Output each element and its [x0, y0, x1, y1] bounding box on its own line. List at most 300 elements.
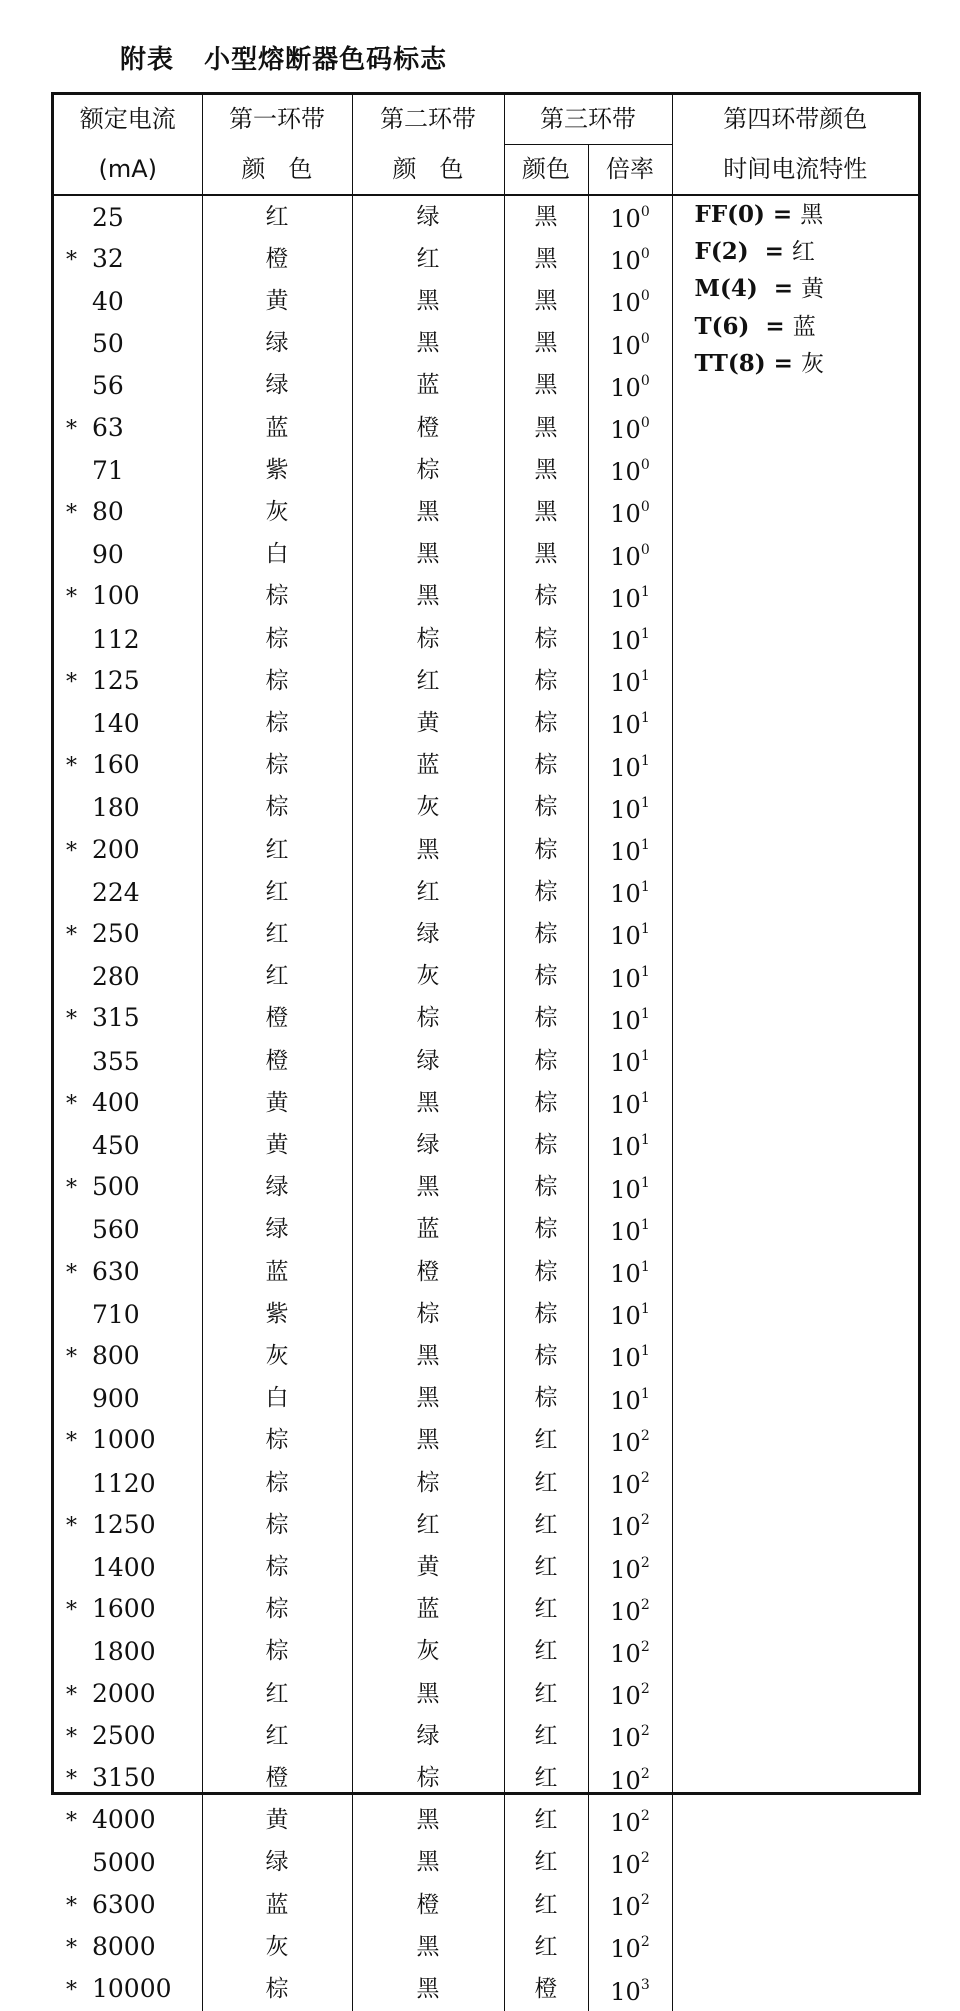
band2-color-cell: 棕: [352, 1293, 504, 1335]
band2-color-cell: 黑: [352, 1800, 504, 1842]
multiplier-exponent: 3: [640, 1976, 650, 1993]
rated-current-value: 560: [92, 1215, 140, 1245]
rated-current-value: 1250: [92, 1509, 156, 1539]
band2-color-cell: 蓝: [352, 365, 504, 407]
preferred-marker: *: [66, 585, 77, 611]
band3-color-cell: 红: [504, 1462, 588, 1504]
band2-color-cell: 绿: [352, 1040, 504, 1082]
multiplier-exponent: 0: [640, 457, 650, 474]
header-band1: 第一环带: [202, 95, 352, 145]
header-band2: 第二环带: [352, 95, 504, 145]
band3-color-cell: 棕: [504, 1082, 588, 1124]
rated-current-cell: [54, 618, 202, 660]
time-current-item: [695, 345, 919, 382]
band1-color-cell: 棕: [202, 1589, 352, 1631]
rated-current-cell: [54, 745, 202, 787]
time-current-item: [695, 233, 919, 270]
multiplier-base: 10: [610, 1344, 641, 1373]
band1-color-cell: 棕: [202, 1631, 352, 1673]
band1-color-cell: 绿: [202, 1209, 352, 1251]
multiplier-cell: [588, 576, 672, 618]
band3-color-cell: 红: [504, 1589, 588, 1631]
multiplier-base: 10: [610, 1428, 641, 1457]
rated-current-value: 2500: [92, 1720, 156, 1750]
preferred-marker: *: [66, 1809, 77, 1835]
band1-color-cell: 蓝: [202, 407, 352, 449]
band2-color-cell: 黑: [352, 1082, 504, 1124]
rated-current-value: 180: [92, 793, 140, 823]
rated-current-cell: [54, 829, 202, 871]
band1-color-cell: 黄: [202, 280, 352, 322]
band2-color-cell: 黑: [352, 323, 504, 365]
multiplier-cell: [588, 1504, 672, 1546]
multiplier-cell: [588, 702, 672, 744]
rated-current-value: 800: [92, 1340, 140, 1370]
rated-current-cell: [54, 1758, 202, 1800]
band2-color-cell: 黑: [352, 1926, 504, 1968]
band2-color-cell: 绿: [352, 1715, 504, 1757]
rated-current-value: 4000: [92, 1805, 156, 1835]
multiplier-exponent: 2: [640, 1765, 650, 1782]
band2-color-cell: 灰: [352, 1631, 504, 1673]
band1-color-cell: 红: [202, 1715, 352, 1757]
rated-current-cell: [54, 1673, 202, 1715]
multiplier-exponent: 1: [640, 1259, 650, 1276]
multiplier-exponent: 1: [640, 668, 650, 685]
multiplier-base: 10: [610, 711, 641, 740]
multiplier-exponent: 2: [640, 1638, 650, 1655]
multiplier-cell: [588, 238, 672, 280]
rated-current-cell: [54, 1293, 202, 1335]
band1-color-cell: 灰: [202, 1926, 352, 1968]
multiplier-cell: [588, 1715, 672, 1757]
band3-color-cell: 棕: [504, 1209, 588, 1251]
multiplier-base: 10: [610, 1513, 641, 1542]
rated-current-value: 160: [92, 750, 140, 780]
preferred-marker: *: [66, 1344, 77, 1370]
multiplier-cell: [588, 323, 672, 365]
band1-color-cell: 白: [202, 534, 352, 576]
time-current-color: 红: [791, 239, 815, 266]
multiplier-exponent: 1: [640, 1385, 650, 1402]
band1-color-cell: 棕: [202, 1504, 352, 1546]
rated-current-cell: [54, 1251, 202, 1293]
band1-color-cell: 棕: [202, 787, 352, 829]
multiplier-base: 10: [610, 1808, 641, 1837]
band1-color-cell: 紫: [202, 1293, 352, 1335]
multiplier-cell: [588, 1673, 672, 1715]
rated-current-value: 1600: [92, 1594, 156, 1624]
multiplier-exponent: 0: [640, 288, 650, 305]
rated-current-cell: [54, 1631, 202, 1673]
band2-color-cell: 蓝: [352, 1209, 504, 1251]
multiplier-cell: [588, 1969, 672, 2011]
band1-color-cell: 红: [202, 871, 352, 913]
multiplier-exponent: 0: [640, 541, 650, 558]
rated-current-value: 400: [92, 1087, 140, 1117]
preferred-marker: *: [66, 416, 77, 442]
rated-current-cell: [54, 238, 202, 280]
band1-color-cell: 棕: [202, 702, 352, 744]
band3-color-cell: 棕: [504, 1378, 588, 1420]
band1-color-cell: 黄: [202, 1082, 352, 1124]
time-current-color: 黄: [801, 276, 825, 303]
multiplier-exponent: 1: [640, 1090, 650, 1107]
band3-color-cell: 红: [504, 1758, 588, 1800]
band2-color-cell: 棕: [352, 1462, 504, 1504]
rated-current-value: 100: [92, 581, 140, 611]
header-band4: 第四环带颜色: [723, 105, 868, 134]
multiplier-base: 10: [610, 1006, 641, 1035]
band2-color-cell: 棕: [352, 618, 504, 660]
band1-color-cell: 蓝: [202, 1251, 352, 1293]
rated-current-value: 200: [92, 834, 140, 864]
time-current-characteristics-cell: [672, 195, 918, 2011]
band1-color-cell: 棕: [202, 1547, 352, 1589]
band2-color-cell: 黑: [352, 1673, 504, 1715]
multiplier-base: 10: [610, 373, 641, 402]
multiplier-cell: [588, 1758, 672, 1800]
rated-current-value: 125: [92, 665, 140, 695]
multiplier-cell: [588, 1209, 672, 1251]
band3-color-cell: 棕: [504, 871, 588, 913]
multiplier-cell: [588, 1167, 672, 1209]
band1-color-cell: 棕: [202, 660, 352, 702]
rated-current-value: 450: [92, 1130, 140, 1160]
multiplier-exponent: 1: [640, 626, 650, 643]
multiplier-base: 10: [610, 416, 641, 445]
multiplier-base: 10: [610, 669, 641, 698]
time-current-code: M(4) =: [694, 275, 802, 303]
rated-current-cell: [54, 1842, 202, 1884]
band1-color-cell: 黄: [202, 1124, 352, 1166]
rated-current-cell: [54, 1589, 202, 1631]
table-row: [54, 195, 918, 238]
rated-current-value: 900: [92, 1384, 140, 1414]
band1-color-cell: 棕: [202, 745, 352, 787]
multiplier-cell: [588, 1884, 672, 1926]
band2-color-cell: 红: [352, 871, 504, 913]
time-current-list: [695, 196, 919, 382]
multiplier-exponent: 1: [640, 1174, 650, 1191]
band1-color-cell: 绿: [202, 323, 352, 365]
preferred-marker: *: [66, 1598, 77, 1624]
multiplier-base: 10: [610, 1175, 641, 1204]
multiplier-exponent: 1: [640, 583, 650, 600]
band2-color-cell: 黑: [352, 1378, 504, 1420]
preferred-marker: *: [66, 838, 77, 864]
rated-current-value: 280: [92, 962, 140, 992]
preferred-marker: *: [66, 247, 77, 273]
multiplier-base: 10: [610, 1977, 641, 2006]
rated-current-cell: [54, 1167, 202, 1209]
multiplier-cell: [588, 1293, 672, 1335]
rated-current-value: 250: [92, 918, 140, 948]
band2-color-cell: 黑: [352, 534, 504, 576]
band1-color-cell: 灰: [202, 491, 352, 533]
multiplier-base: 10: [610, 247, 641, 276]
band3-color-cell: 棕: [504, 787, 588, 829]
band3-color-cell: 红: [504, 1800, 588, 1842]
band1-color-cell: 橙: [202, 238, 352, 280]
rated-current-value: 5000: [92, 1848, 156, 1878]
multiplier-exponent: 2: [640, 1512, 650, 1529]
multiplier-base: 10: [610, 289, 641, 318]
multiplier-base: 10: [610, 1260, 641, 1289]
multiplier-cell: [588, 618, 672, 660]
time-current-code: FF(0) =: [694, 201, 801, 228]
rated-current-value: 224: [92, 877, 140, 907]
rated-current-value: 1120: [92, 1468, 156, 1498]
rated-current-value: 315: [92, 1003, 140, 1033]
multiplier-cell: [588, 998, 672, 1040]
band1-color-cell: 黄: [202, 1800, 352, 1842]
multiplier-cell: [588, 1335, 672, 1377]
band2-color-cell: 黑: [352, 1842, 504, 1884]
fuse-color-code-table: [54, 95, 918, 2011]
band3-color-cell: 棕: [504, 618, 588, 660]
band2-color-cell: 橙: [352, 407, 504, 449]
band1-color-cell: 红: [202, 195, 352, 238]
multiplier-cell: [588, 1040, 672, 1082]
band2-color-cell: 棕: [352, 1758, 504, 1800]
rated-current-cell: [54, 1800, 202, 1842]
header-band3-color: 颜色: [504, 145, 588, 196]
band1-color-cell: 白: [202, 1378, 352, 1420]
rated-current-value: 2000: [92, 1678, 156, 1708]
multiplier-exponent: 0: [640, 246, 650, 263]
multiplier-cell: [588, 449, 672, 491]
time-current-item: [695, 270, 919, 307]
band2-color-cell: 黄: [352, 1547, 504, 1589]
fuse-color-code-table-frame: [51, 92, 921, 2006]
rated-current-value: 1800: [92, 1637, 156, 1667]
preferred-marker: *: [66, 1682, 77, 1708]
multiplier-cell: [588, 913, 672, 955]
rated-current-cell: [54, 1504, 202, 1546]
band1-color-cell: 棕: [202, 1969, 352, 2011]
multiplier-exponent: 2: [640, 1427, 650, 1444]
rated-current-value: 56: [92, 371, 124, 401]
band3-color-cell: 棕: [504, 829, 588, 871]
multiplier-base: 10: [610, 1471, 641, 1500]
band3-color-cell: 红: [504, 1631, 588, 1673]
band1-color-cell: 绿: [202, 365, 352, 407]
time-current-code: T(6) =: [694, 312, 793, 340]
multiplier-cell: [588, 1462, 672, 1504]
multiplier-exponent: 1: [640, 1048, 650, 1065]
time-current-color: 灰: [800, 350, 824, 377]
multiplier-exponent: 1: [640, 1216, 650, 1233]
band3-color-cell: 红: [504, 1715, 588, 1757]
multiplier-cell: [588, 1926, 672, 1968]
band3-color-cell: 黑: [504, 491, 588, 533]
multiplier-exponent: 1: [640, 837, 650, 854]
band2-color-cell: 橙: [352, 1251, 504, 1293]
multiplier-cell: [588, 1842, 672, 1884]
band2-color-cell: 棕: [352, 998, 504, 1040]
rated-current-cell: [54, 1420, 202, 1462]
multiplier-cell: [588, 660, 672, 702]
header-band3: 第三环带: [504, 95, 672, 145]
multiplier-exponent: 1: [640, 879, 650, 896]
rated-current-cell: [54, 280, 202, 322]
rated-current-value: 90: [92, 540, 124, 570]
multiplier-exponent: 1: [640, 752, 650, 769]
band2-color-cell: 红: [352, 1504, 504, 1546]
rated-current-cell: [54, 1462, 202, 1504]
multiplier-base: 10: [610, 627, 641, 656]
header-band2-color: 颜 色: [352, 145, 504, 196]
band3-color-cell: 棕: [504, 913, 588, 955]
time-current-code: F(2) =: [694, 238, 792, 266]
multiplier-exponent: 2: [640, 1723, 650, 1740]
rated-current-value: 1400: [92, 1553, 156, 1582]
band3-color-cell: 棕: [504, 1251, 588, 1293]
multiplier-cell: [588, 745, 672, 787]
band3-color-cell: 棕: [504, 998, 588, 1040]
band2-color-cell: 黑: [352, 829, 504, 871]
band3-color-cell: 棕: [504, 660, 588, 702]
band3-color-cell: 黑: [504, 407, 588, 449]
multiplier-exponent: 1: [640, 1132, 650, 1149]
header-band4-time-current: 时间电流特性: [672, 145, 918, 196]
multiplier-base: 10: [610, 205, 641, 233]
rated-current-cell: [54, 1124, 202, 1166]
band2-color-cell: 黑: [352, 1335, 504, 1377]
multiplier-cell: [588, 280, 672, 322]
preferred-marker: *: [66, 500, 77, 526]
preferred-marker: *: [66, 1007, 77, 1033]
multiplier-cell: [588, 1589, 672, 1631]
preferred-marker: *: [66, 1978, 77, 2004]
multiplier-base: 10: [610, 922, 641, 951]
multiplier-exponent: 0: [640, 372, 650, 389]
band3-color-cell: 橙: [504, 1969, 588, 2011]
rated-current-value: 500: [92, 1172, 140, 1202]
rated-current-value: 80: [92, 496, 124, 526]
multiplier-exponent: 2: [640, 1596, 650, 1613]
rated-current-value: 112: [92, 624, 140, 654]
multiplier-exponent: 2: [640, 1681, 650, 1698]
band3-color-cell: 棕: [504, 1040, 588, 1082]
multiplier-cell: [588, 491, 672, 533]
band2-color-cell: 红: [352, 238, 504, 280]
rated-current-value: 8000: [92, 1931, 156, 1961]
multiplier-base: 10: [610, 795, 641, 824]
multiplier-cell: [588, 956, 672, 998]
band3-color-cell: 黑: [504, 365, 588, 407]
rated-current-value: 32: [92, 243, 124, 273]
rated-current-cell: [54, 534, 202, 576]
band3-color-cell: 黑: [504, 280, 588, 322]
page-title: 附表 小型熔断器色码标志: [120, 45, 448, 75]
header-rated-current-unit: (mA): [54, 145, 202, 196]
band3-color-cell: 红: [504, 1884, 588, 1926]
rated-current-cell: [54, 1884, 202, 1926]
multiplier-exponent: 1: [640, 921, 650, 938]
band3-color-cell: 黑: [504, 449, 588, 491]
rated-current-cell: [54, 449, 202, 491]
multiplier-exponent: 2: [640, 1554, 650, 1571]
preferred-marker: *: [66, 1260, 77, 1286]
band3-color-cell: 红: [504, 1504, 588, 1546]
band3-color-cell: 黑: [504, 534, 588, 576]
multiplier-cell: [588, 829, 672, 871]
band2-color-cell: 黑: [352, 1420, 504, 1462]
band2-color-cell: 棕: [352, 449, 504, 491]
rated-current-cell: [54, 576, 202, 618]
multiplier-cell: [588, 195, 672, 238]
multiplier-base: 10: [610, 1724, 641, 1753]
band1-color-cell: 棕: [202, 576, 352, 618]
multiplier-cell: [588, 871, 672, 913]
multiplier-base: 10: [610, 584, 641, 613]
rated-current-cell: [54, 956, 202, 998]
band2-color-cell: 灰: [352, 787, 504, 829]
time-current-item: [695, 308, 919, 345]
multiplier-cell: [588, 407, 672, 449]
multiplier-base: 10: [610, 1049, 641, 1078]
preferred-marker: *: [66, 754, 77, 780]
band3-color-cell: 黑: [504, 195, 588, 238]
multiplier-cell: [588, 1082, 672, 1124]
multiplier-base: 10: [610, 1217, 641, 1246]
multiplier-base: 10: [610, 1639, 641, 1668]
band3-color-cell: 棕: [504, 576, 588, 618]
band2-color-cell: 橙: [352, 1884, 504, 1926]
time-current-color: 蓝: [792, 313, 816, 340]
preferred-marker: *: [66, 1513, 77, 1539]
multiplier-base: 10: [610, 964, 641, 993]
band3-color-cell: 棕: [504, 1124, 588, 1166]
band2-color-cell: 黄: [352, 702, 504, 744]
rated-current-value: 40: [92, 286, 124, 316]
rated-current-cell: [54, 195, 202, 238]
multiplier-exponent: 1: [640, 1301, 650, 1318]
rated-current-value: 1000: [92, 1425, 156, 1455]
band2-color-cell: 绿: [352, 913, 504, 955]
multiplier-base: 10: [610, 1091, 641, 1120]
band1-color-cell: 棕: [202, 1462, 352, 1504]
preferred-marker: *: [66, 1767, 77, 1793]
band1-color-cell: 棕: [202, 1420, 352, 1462]
rated-current-cell: [54, 365, 202, 407]
multiplier-cell: [588, 365, 672, 407]
preferred-marker: *: [66, 1724, 77, 1750]
band1-color-cell: 蓝: [202, 1884, 352, 1926]
multiplier-base: 10: [610, 1386, 641, 1415]
rated-current-cell: [54, 1082, 202, 1124]
rated-current-cell: [54, 1378, 202, 1420]
time-current-color: 黑: [800, 202, 824, 228]
band1-color-cell: 灰: [202, 1335, 352, 1377]
rated-current-value: 710: [92, 1299, 140, 1329]
rated-current-value: 630: [92, 1256, 140, 1286]
preferred-marker: *: [66, 922, 77, 948]
band2-color-cell: 绿: [352, 195, 504, 238]
rated-current-value: 63: [92, 412, 124, 442]
preferred-marker: *: [66, 1429, 77, 1455]
rated-current-cell: [54, 1040, 202, 1082]
band3-color-cell: 棕: [504, 956, 588, 998]
multiplier-cell: [588, 1420, 672, 1462]
band2-color-cell: 黑: [352, 576, 504, 618]
rated-current-cell: [54, 1547, 202, 1589]
multiplier-base: 10: [610, 880, 641, 909]
multiplier-cell: [588, 1547, 672, 1589]
band2-color-cell: 黑: [352, 280, 504, 322]
